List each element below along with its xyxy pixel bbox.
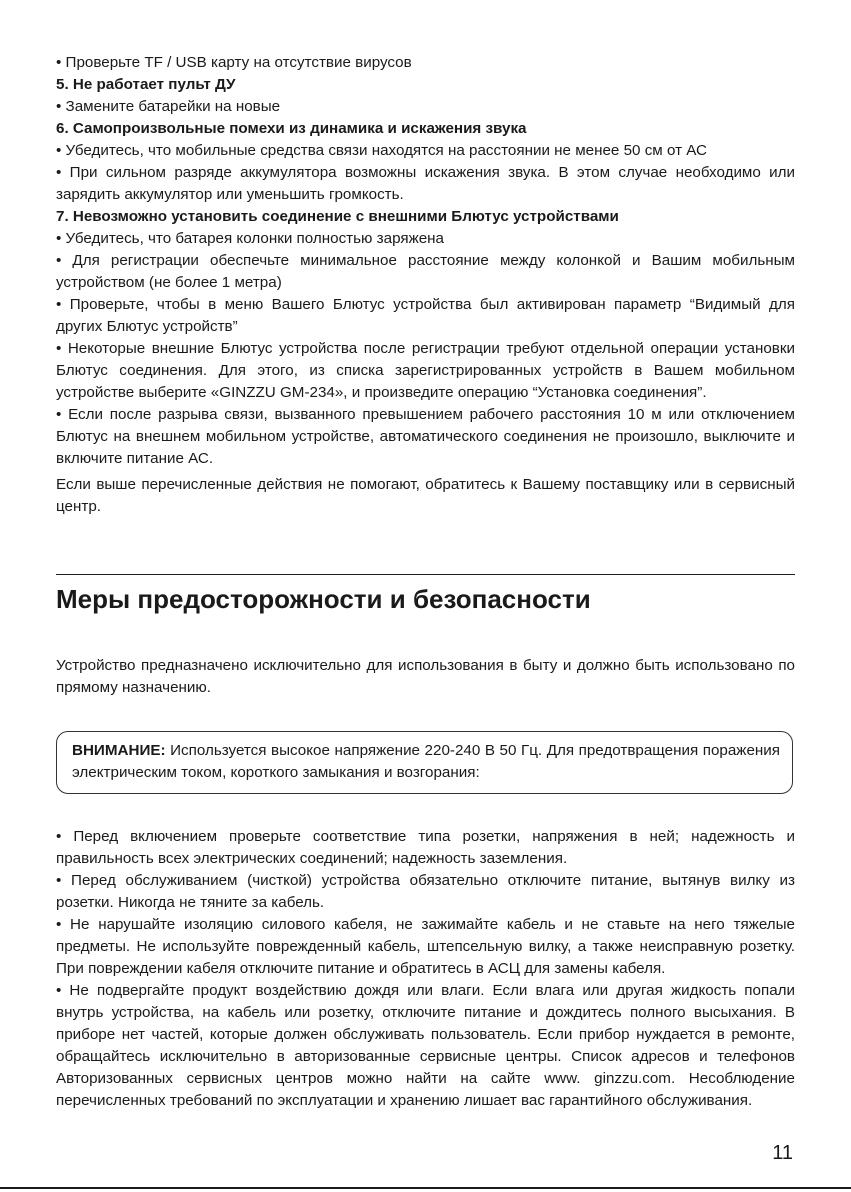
troubleshooting-line: • Проверьте TF / USB карту на отсутствие вирусов xyxy=(56,54,412,71)
troubleshooting-line: • Некоторые внешние Блютус устройства после регистрации требуют отдельной операции установки Блютус соединения. Для этого, из списка зарегистрированных устройств в Вашем мобильном устройстве выберите «GINZZU GM-234», и произведите операцию “Установка соединения”. xyxy=(56,340,795,401)
troubleshooting-heading: 7. Невозможно установить соединение с внешними Блютус устройствами xyxy=(56,208,619,225)
safety-item: • Не нарушайте изоляцию силового кабеля, не зажимайте кабель и не ставьте на него тяжелые предметы. Не используйте поврежденный кабель, штепсельную вилку, а также неисправную розетку. При повреждении кабеля отключите питание и обратитесь в АСЦ для замены кабеля. xyxy=(56,916,795,977)
troubleshooting-line: • Если после разрыва связи, вызванного превышением рабочего расстояния 10 м или отключением Блютус на внешнем мобильном устройстве, автоматического соединения не произошло, выключите и включите питание АС. xyxy=(56,406,795,467)
safety-list xyxy=(56,826,795,1112)
warning-text xyxy=(72,740,780,784)
troubleshooting-line: • При сильном разряде аккумулятора возможны искажения звука. В этом случае необходимо или зарядить аккумулятор или уменьшить громкость. xyxy=(56,164,795,203)
troubleshooting-line: • Убедитесь, что мобильные средства связи находятся на расстоянии не менее 50 см от АС xyxy=(56,142,708,159)
section-title: Меры предосторожности и безопасности xyxy=(56,584,591,614)
troubleshooting-line: • Для регистрации обеспечьте минимальное расстояние между колонкой и Вашим мобильным устройством (не более 1 метра) xyxy=(56,252,795,291)
warning-label: ВНИМАНИЕ: xyxy=(72,742,166,759)
safety-item: • Не подвергайте продукт воздействию дождя или влаги. Если влага или другая жидкость попали внутрь устройства, на кабель или розетку, отключите питание и дождитесь полного высыхания. В приборе нет частей, которые должен обслуживать пользователь. Если прибор нуждается в ремонте, обращайтесь исключительно в авторизованные сервисные центры. Список адресов и телефонов Авторизованных сервисных центров можно найти на сайте www. ginzzu.com. Несоблюдение перечисленных требований по эксплуатации и хранению лишает вас гарантийного обслуживания. xyxy=(56,982,795,1109)
section-intro: Устройство предназначено исключительно для использования в быту и должно быть использовано по прямому назначению. xyxy=(56,657,795,696)
safety-item: • Перед включением проверьте соответствие типа розетки, напряжения в ней; надежность и правильность всех электрических соединений; надежность заземления. xyxy=(56,828,795,867)
troubleshooting-line: • Убедитесь, что батарея колонки полностью заряжена xyxy=(56,230,445,247)
page-bottom-rule xyxy=(0,1187,851,1189)
troubleshooting-heading: 5. Не работает пульт ДУ xyxy=(56,76,236,93)
troubleshooting-line: • Проверьте, чтобы в меню Вашего Блютус устройства был активирован параметр “Видимый для других Блютус устройств” xyxy=(56,296,795,335)
troubleshooting-line: • Замените батарейки на новые xyxy=(56,98,281,115)
safety-item: • Перед обслуживанием (чисткой) устройства обязательно отключите питание, вытянув вилку из розетки. Никогда не тяните за кабель. xyxy=(56,872,795,911)
troubleshooting-heading: 6. Самопроизвольные помехи из динамика и искажения звука xyxy=(56,120,527,137)
page-number: 11 xyxy=(772,1142,793,1164)
section-divider xyxy=(56,574,795,575)
troubleshooting-conclusion: Если выше перечисленные действия не помогают, обратитесь к Вашему поставщику или в сервисный центр. xyxy=(56,476,795,515)
troubleshooting-section xyxy=(56,52,795,518)
warning-body: Используется высокое напряжение 220-240 В 50 Гц. Для предотвращения поражения электрическим током, короткого замыкания и возгорания: xyxy=(72,742,780,781)
